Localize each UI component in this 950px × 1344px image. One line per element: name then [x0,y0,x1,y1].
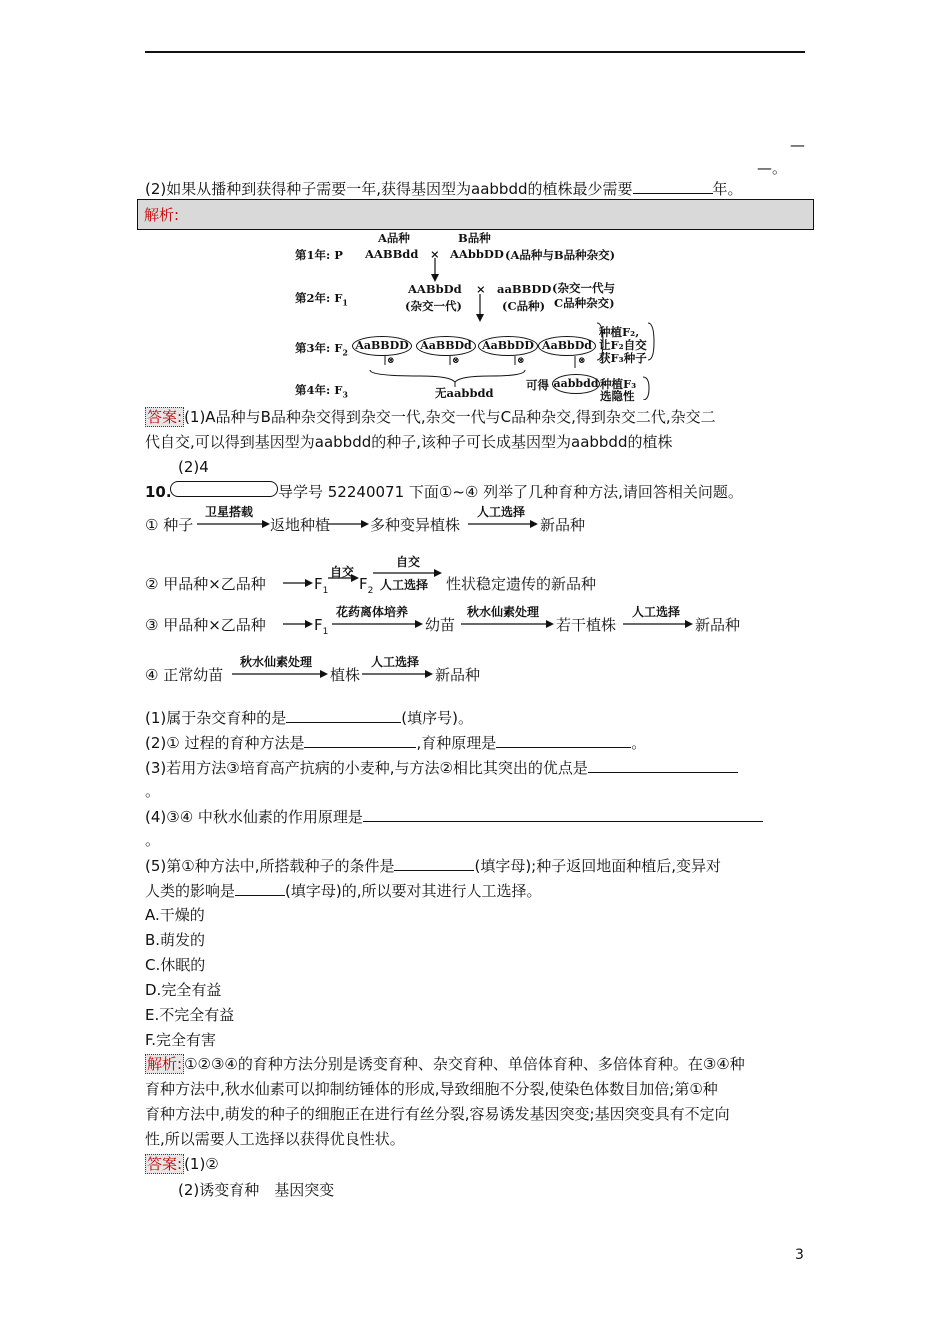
selfing-symbol-2: ⊗ [452,356,460,366]
f1-sub: 1 [322,627,329,637]
year4-label: 第4年: F [295,383,343,397]
target-genotype: aabbdd [552,374,600,394]
year4-note-1: 种植F₃ [600,377,637,391]
diagram-cross-1: × [430,247,440,261]
subquestion-1-text: (1)属于杂交育种的是 [145,709,287,727]
method1-mid2: 多种变异植株 [370,516,461,534]
subquestion-1-suffix: (填序号)。 [401,709,473,727]
subquestion-4-text: (4)③④ 中秋水仙素的作用原理是 [145,808,363,826]
question-10-text: 导学号 52240071 下面①~④ 列举了几种育种方法,请回答相关问题。 [278,483,743,501]
option-d: D.完全有益 [145,981,222,999]
option-e: E.不完全有益 [145,1006,235,1024]
analysis-block-2 [145,1054,745,1074]
prev-answer-dash: — [790,136,805,154]
header-rule [145,51,805,53]
method1-arrow2-label: 人工选择 [477,505,526,519]
answer-label: 答案: [147,408,183,426]
diagram-year1-note: (A品种与B品种杂交) [505,248,616,262]
diagram-a-genotype: AABBdd [365,247,419,261]
method3-mid1: 幼苗 [425,616,456,634]
answer-blank [588,757,738,773]
diagram-b-genotype: AAbbDD [450,247,504,261]
method1-start: ① 种子 [145,516,194,534]
diagram-a-variety: A品种 [378,231,410,245]
page-number: 3 [795,1247,804,1263]
subquestion-5-line2 [145,880,542,901]
answer-2-part-1: (1)② [184,1155,219,1173]
answer-line-2: 代自交,可以得到基因型为aabbdd的种子,该种子可长成基因型为aabbdd的植株 [145,433,673,451]
subquestion-3-tail: 。 [145,782,161,800]
year2-sub: 1 [342,297,348,308]
method2-arrow2-bottom: 人工选择 [380,578,429,592]
analysis-label: 解析: [147,1055,183,1073]
diagram-c-label: (C品种) [502,299,546,313]
option-c: C.休眠的 [145,956,206,974]
diagram-year4 [295,382,348,399]
method3-arrow3-label: 人工选择 [632,605,681,619]
method2-start: ② 甲品种×乙品种 [145,575,266,593]
method1-arrow1-label: 卫星搭载 [205,505,254,519]
subquestion-5-mid: (填字母);种子返回地面种植后,变异对 [474,857,721,875]
year3-note-2: 让F₂自交 [599,338,647,352]
diagram-f1-label: (杂交一代) [405,299,462,313]
question-text: (2)如果从播种到获得种子需要一年,获得基因型为aabbdd的植株最少需要 [145,180,633,198]
diagram-year2 [295,290,348,307]
f2-genotype-2: AaBBDd [416,336,476,356]
diagram-none-result: 无aabbdd [435,386,494,400]
selfing-symbol-3: ⊗ [517,356,525,366]
analysis-header-box [137,199,814,230]
method3-arrow2-label: 秋水仙素处理 [467,605,540,619]
subquestion-2-suffix: 。 [631,734,647,752]
method2-f1 [314,574,328,601]
f2-letter: F [359,575,368,593]
diagram-year1: 第1年: P [295,248,343,262]
diagram-b-variety: B品种 [458,231,491,245]
f1-letter: F [314,616,323,634]
diagram-can-get: 可得 [526,378,549,392]
subquestion-4 [145,806,763,827]
analysis-label: 解析: [144,206,180,224]
subquestion-5-text: (5)第①种方法中,所搭载种子的条件是 [145,857,395,875]
subquestion-5-line1 [145,855,721,876]
answer-blank [286,707,401,723]
question-suffix: 年。 [712,180,743,198]
year3-label: 第3年: F [295,341,343,355]
year3-sub: 2 [342,347,348,358]
answer-2-part-2: (2)诱变育种 基因突变 [178,1181,335,1199]
subquestion-2-mid: ,育种原理是 [416,734,497,752]
subquestion-1 [145,707,473,728]
method3-start: ③ 甲品种×乙品种 [145,616,266,634]
question-9-2 [145,178,743,199]
method2-arrow2-top: 自交 [396,555,421,569]
answer-blank [235,880,285,896]
analysis-line-4: 性,所以需要人工选择以获得优良性状。 [145,1130,405,1148]
year4-note-2: 选隐性 [600,389,635,403]
subquestion-5-suffix: (填字母)的,所以要对其进行人工选择。 [285,882,542,900]
subquestion-2-text: (2)① 过程的育种方法是 [145,734,305,752]
diagram-year2-note-2: C品种杂交) [554,296,615,310]
f2-sub: 2 [367,586,374,596]
subquestion-5-text2: 人类的影响是 [145,882,236,900]
method4-end: 新品种 [435,666,481,684]
method2-end: 性状稳定遗传的新品种 [446,575,597,593]
subquestion-4-tail: 。 [145,831,161,849]
answer-label: 答案: [147,1155,183,1173]
answer-line-3: (2)4 [178,458,209,476]
method2-arrow1-label: 自交 [330,565,355,579]
answer-blank [633,178,713,194]
f2-genotype-4: AaBbDd [538,336,596,356]
f1-letter: F [314,575,323,593]
diagram-year2-note-1: (杂交一代与 [552,281,615,295]
year3-note-3: 获F₃种子 [599,351,647,365]
answer-blank [394,855,474,871]
year2-label: 第2年: F [295,291,343,305]
method4-arrow1-label: 秋水仙素处理 [240,655,313,669]
answer-line-1: (1)A品种与B品种杂交得到杂交一代,杂交一代与C品种杂交,得到杂交二代,杂交二 [184,408,716,426]
subquestion-3 [145,757,738,778]
year4-sub: 3 [342,389,348,400]
analysis-line-2: 育种方法中,秋水仙素可以抑制纺锤体的形成,导致细胞不分裂,使染色体数目加倍;第①种 [145,1080,718,1098]
subquestion-2 [145,732,646,753]
option-a: A.干燥的 [145,906,205,924]
selfing-symbol-1: ⊗ [387,356,395,366]
method3-f1 [314,615,328,642]
method3-end: 新品种 [695,616,741,634]
analysis-line-3: 育种方法中,萌发的种子的细胞正在进行有丝分裂,容易诱发基因突变;基因突变具有不定向 [145,1105,730,1123]
selfing-symbol-4: ⊗ [578,356,586,366]
diagram-cross-2: × [476,282,486,296]
method3-arrow1-label: 花药离体培养 [336,605,409,619]
answer-blank [304,732,416,748]
method4-arrow2-label: 人工选择 [371,655,420,669]
answer-blank [496,732,631,748]
method4-start: ④ 正常幼苗 [145,666,224,684]
method1-end: 新品种 [540,516,586,534]
method2-f2 [359,574,373,601]
diagram-f1-genotype: AABbDd [408,282,462,296]
diagram-c-genotype: aaBBDD [497,282,552,296]
option-f: F.完全有害 [145,1031,216,1049]
answer-blank [363,806,763,822]
method3-mid2: 若干植株 [556,616,617,634]
option-b: B.萌发的 [145,931,206,949]
f2-genotype-1: AaBBDD [352,336,412,356]
method4-mid1: 植株 [330,666,361,684]
subquestion-3-text: (3)若用方法③培育高产抗病的小麦种,与方法②相比其突出的优点是 [145,759,588,777]
f1-sub: 1 [322,586,329,596]
answer-block-1 [145,407,716,427]
f2-genotype-3: AaBbDD [478,336,538,356]
question-10-number: 10. [145,483,172,501]
breeding-diagram [290,230,670,403]
year3-note-1: 种植F₂, [599,325,640,339]
question-id-badge [170,481,278,497]
answer-block-2 [145,1154,219,1174]
diagram-year3 [295,340,348,357]
prev-answer-tail: —。 [757,159,788,177]
method1-mid1: 返地种植 [270,516,331,534]
analysis-line-1: ①②③④的育种方法分别是诱变育种、杂交育种、单倍体育种、多倍体育种。在③④种 [184,1055,745,1073]
